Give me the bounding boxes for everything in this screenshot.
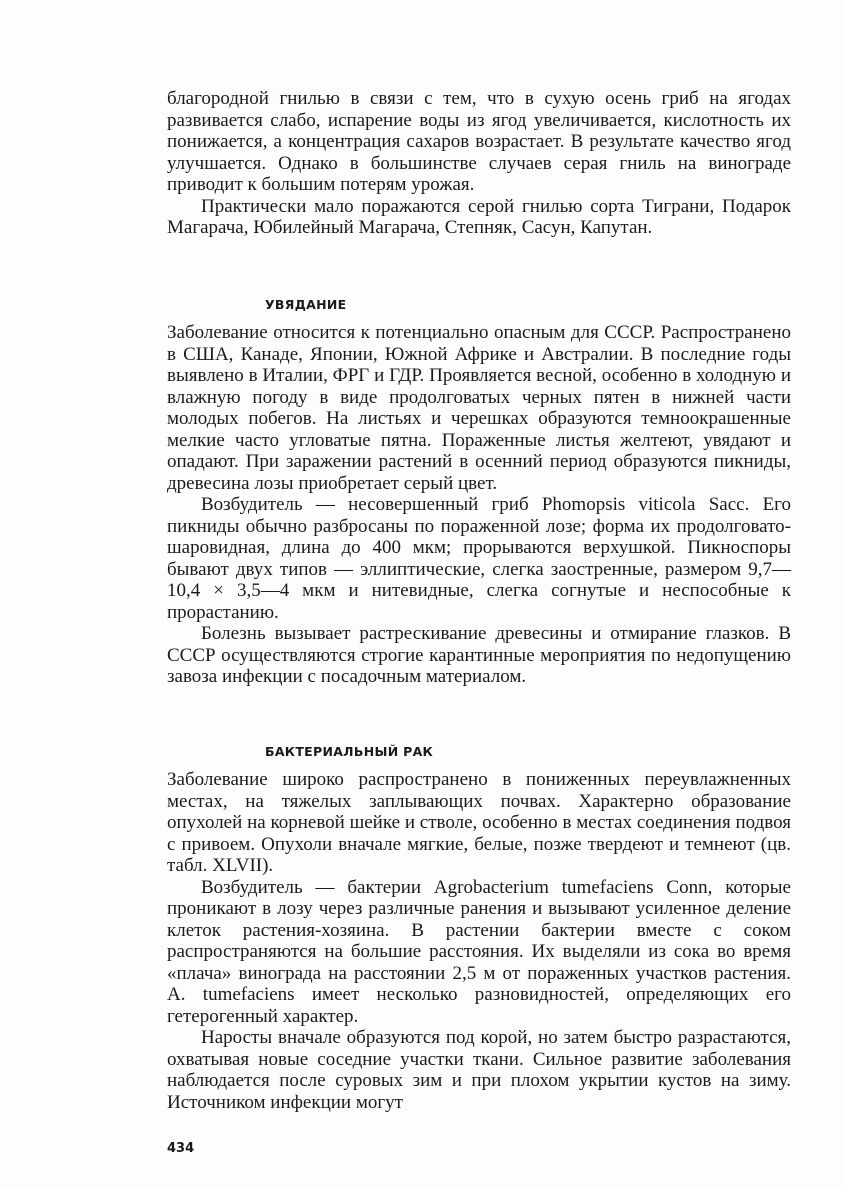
paragraph: Практически мало поражаются серой гнилью сорта Тиграни, Подарок Магарача, Юбилейный Магарача, Степняк, Сасун, Капутан. [167,195,791,238]
section-heading-wilt: УВЯДАНИЕ [265,297,347,312]
intro-text [167,88,791,239]
paragraph: Заболевание широко распространено в пониженных переувлажненных местах, на тяжелых заплывающих почвах. Характерно образование опухолей на корневой шейке и стволе, особенно в местах соединения подвоя с привоем. Опухоли вначале мягкие, белые, позже твердеют и темнеют (цв. табл. XLVII). [167,769,791,876]
section-wilt-text [167,322,791,688]
paragraph: благородной гнилью в связи с тем, что в сухую осень гриб на ягодах развивается слабо, испарение воды из ягод увеличивается, кислотность их понижается, а концентрация сахаров возрастает. В результате качество ягод улучшается. Однако в большинстве случаев серая гниль на винограде приводит к большим потерям урожая. [167,88,791,195]
paragraph: Возбудитель — бактерии Agrobacterium tumefaciens Conn, которые проникают в лозу через различные ранения и вызывают усиленное деление клеток растения-хозяина. В растении бактерии вместе с соком распространяются на большие расстояния. Их выделяли из сока во время «плача» винограда на расстоянии 2,5 м от пораженных участков растения. A. tumefaciens имеет несколько разновидностей, определяющих его гетерогенный характер. [167,876,791,1027]
page-number: 434 [167,1141,195,1156]
paragraph: Наросты вначале образуются под корой, но затем быстро разрастаются, охватывая новые соседние участки ткани. Сильное развитие заболевания наблюдается после суровых зим и при плохом укрытии кустов на зиму. Источником инфекции могут [167,1027,791,1113]
section-bacterial-canker-text [167,769,791,1113]
paragraph: Возбудитель — несовершенный гриб Phomopsis viticola Sacc. Его пикниды обычно разбросаны по пораженной лозе; форма их продолговато-шаровидная, длина до 400 мкм; прорываются верхушкой. Пикноспоры бывают двух типов — эллиптические, слегка заостренные, размером 9,7—10,4 × 3,5—4 мкм и нитевидные, слегка согнутые и неспособные к прорастанию. [167,494,791,623]
paragraph: Болезнь вызывает растрескивание древесины и отмирание глазков. В СССР осуществляются строгие карантинные мероприятия по недопущению завоза инфекции с посадочным материалом. [167,623,791,687]
section-heading-bacterial-canker: БАКТЕРИАЛЬНЫЙ РАК [265,744,434,759]
paragraph: Заболевание относится к потенциально опасным для СССР. Распространено в США, Канаде, Японии, Южной Африке и Австралии. В последние годы выявлено в Италии, ФРГ и ГДР. Проявляется весной, особенно в холодную и влажную погоду в виде продолговатых черных пятен в нижней части молодых побегов. На листьях и черешках образуются темноокрашенные мелкие часто угловатые пятна. Пораженные листья желтеют, увядают и опадают. При заражении растений в осенний период образуются пикниды, древесина лозы приобретает серый цвет. [167,322,791,494]
